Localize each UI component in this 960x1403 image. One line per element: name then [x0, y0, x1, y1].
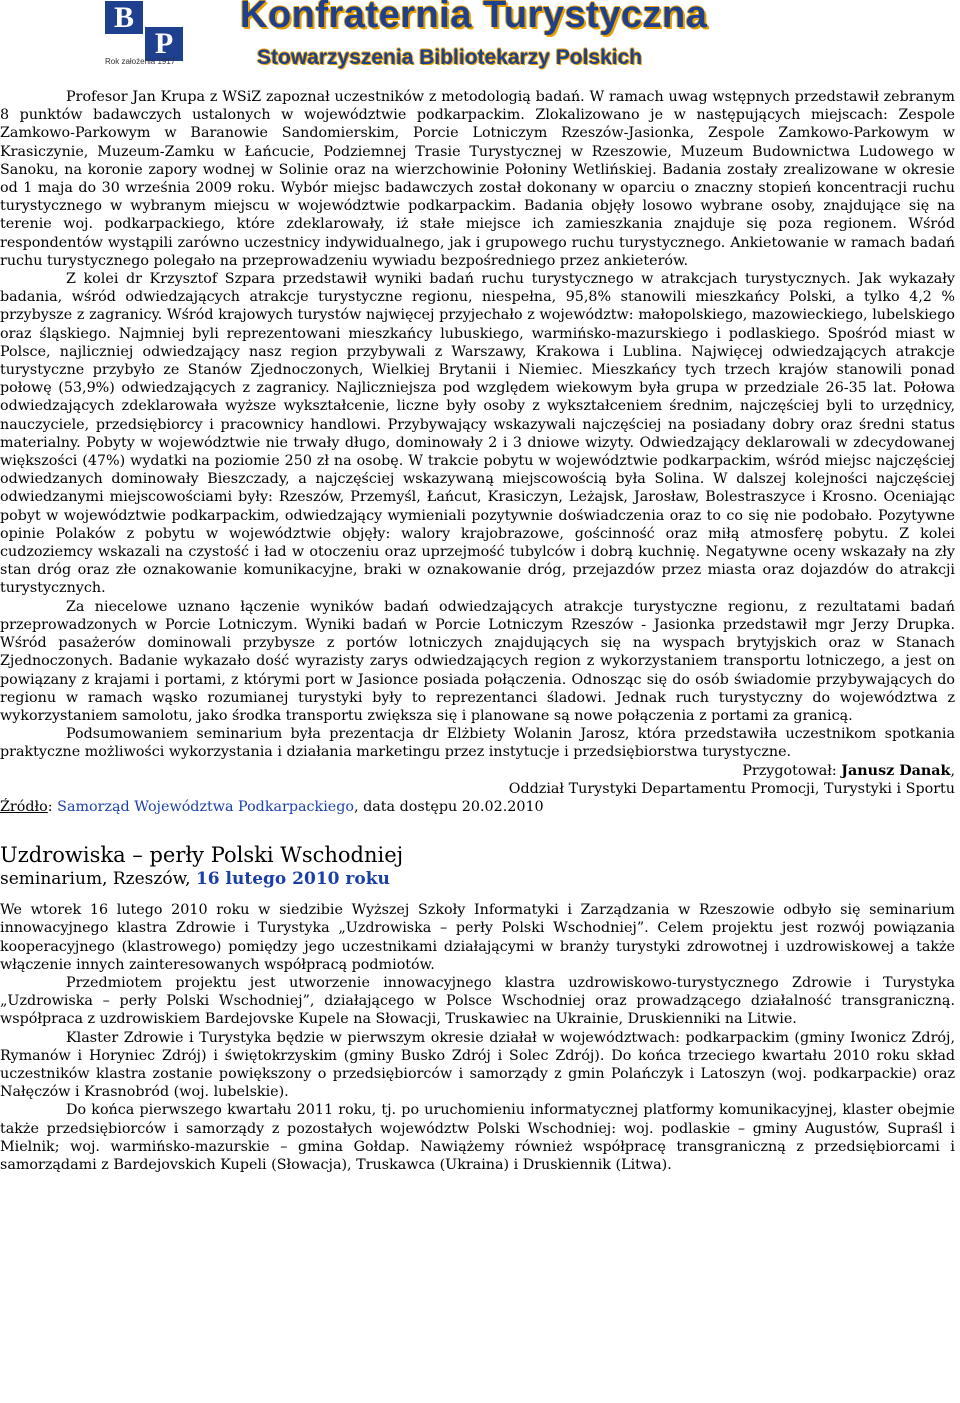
article-paragraph: We wtorek 16 lutego 2010 roku w siedzibie Wyższej Szkoły Informatyki i Zarządzania w Rzeszowie odbyło się seminarium innowacyjnego klastra Zdrowie i Turystyka „Uzdrowiska – perły Polski Wschodniej”. Celem projektu jest rozwój powiązania kooperacyjnego (klastrowego) pomiędzy jego uczestnikami działającymi w branży turystyki zdrowotnej i uzdrowiskowej a także włączenie innych zainteresowanych współpracą podmiotów.	[0, 902, 955, 973]
prepared-by-line	[0, 762, 955, 780]
source-link[interactable]: Samorząd Województwa Podkarpackiego	[57, 798, 354, 815]
prepared-label: Przygotował:	[742, 762, 842, 779]
paragraph-summary: Podsumowaniem seminarium była prezentacja dr Elżbiety Wolanin Jarosz, która przedstawiła uczestnikom spotkania praktyczne możliwości wykorzystania i działania marketingu przez instytucje i przedsiębiorstwa turystyczne.	[0, 726, 955, 761]
article-date: 16 lutego 2010 roku	[195, 869, 390, 890]
author-name: Janusz Danak	[841, 762, 951, 779]
logo-letter-b: B	[105, 1, 143, 34]
source-label: Źródło	[0, 798, 48, 815]
source-suffix: , data dostępu 20.02.2010	[354, 798, 544, 815]
bp-logo	[105, 1, 195, 67]
paragraph-methodology: Profesor Jan Krupa z WSiZ zapoznał uczestników z metodologią badań. W ramach uwag wstępnych przedstawił zebranym 8 punktów badawczych ustalonych w województwie podkarpackim. Zlokalizowano je w następujących miejscach: Zespole Zamkowo-Parkowym w Baranowie Sandomierskim, Porcie Lotniczym Rzeszów-Jasionka, Zespole Zamkowo-Parkowym w Krasiczynie, Muzeum-Zamku w Łańcucie, Podziemnej Trasie Turystycznej w Rzeszowie, Muzeum Budownictwa Ludowego w Sanoku, na koronie zapory wodnej w Solinie oraz na wierzchowinie Połoniny Wetlińskiej. Badania zostały zrealizowane w okresie od 1 maja do 30 września 2009 roku. Wybór miejsc badawczych został dokonany w oparciu o znaczny stopień koncentracji ruchu turystycznego w wybranym miejscu w województwie podkarpackim. Badania objęły losowo wybrane osoby, znajdujące się na terenie woj. podkarpackiego, które zdeklarowały, iż stałe miejsce ich zamieszkania znajduje się poza regionem. Wśród respondentów wystąpili zarówno uczestnicy indywidualnego, jak i grupowego ruchu turystycznego. Ankietowanie w ramach badań ruchu turystycznego polegało na przeprowadzeniu wywiadu bezpośredniego przez ankieterów.	[0, 89, 955, 269]
article-paragraph: Do końca pierwszego kwartału 2011 roku, tj. po uruchomieniu informatycznej platformy komunikacyjnej, klaster obejmie także przedsiębiorców i samorządy z pozostałych województw Polski Wschodniej: woj. podlaskie – gminy Augustów, Supraśl i Mielnik; woj. warmińsko-mazurskie – gmina Gołdap. Nawiążemy również współpracę transgraniczną z przedsiębiorcami i samorządami z Bardejovskich Kupeli (Słowacja), Truskawca (Ukraina) i Druskiennik (Litwa).	[0, 1102, 955, 1173]
source-line	[0, 798, 955, 816]
article-subtitle	[0, 868, 955, 890]
article-subtitle-prefix: seminarium, Rzeszów,	[0, 869, 196, 890]
paragraph-airport-results: Za niecelowe uznano łączenie wyników badań odwiedzających atrakcje turystyczne regionu, z rezultatami badań przeprowadzonych w Porcie Lotniczym. Wyniki badań w Porcie Lotniczym Rzeszów - Jasionka przedstawił mgr Jerzy Drupka. Wśród pasażerów dominowali przybysze z portów lotniczych znajdujących się na wyspach brytyjskich oraz w Stanach Zjednoczonych. Badanie wykazało dość wyrazisty zarys odwiedzających region z wykorzystaniem transportu lotniczego, a jest on powiązany z krajami i portami, z którymi port w Jasionce posiada połączenia. Odnosząc się do osób świadomie przybywających do regionu w ramach wąsko rozumianej turystyki były to reprezentanci śladowi. Jednak ruch turystyczny do województwa z wykorzystaniem samolotu, jako środka transportu zwiększa się i planowane są nowe połączenia z portami za granicą.	[0, 598, 955, 724]
article-title: Uzdrowiska – perły Polski Wschodniej	[0, 843, 404, 868]
department-line: Oddział Turystyki Departamentu Promocji, Turystyki i Sportu	[508, 780, 955, 797]
header-title: Konfraternia Turystyczna	[240, 0, 708, 36]
page-header	[0, 0, 960, 80]
logo-letter-p: P	[145, 27, 183, 61]
paragraph-research-results: Z kolei dr Krzysztof Szpara przedstawił wyniki badań ruchu turystycznego w atrakcjach turystycznych. Jak wykazały badania, wśród odwiedzających atrakcje turystyczne regionu, niespełna, 95,8% stanowili mieszkańcy Polski, a tylko 4,2 % przybysze z zagranicy. Wśród krajowych turystów najwięcej przyjechało z województw: małopolskiego, mazowieckiego, lubelskiego oraz śląskiego. Najmniej byli reprezentowani mieszkańcy lubuskiego, warmińsko-mazurskiego i podlaskiego. Spośród miast w Polsce, najliczniej odwiedzający nasz region przybywali z Warszawy, Krakowa i Lublina. Najwięcej odwiedzających atrakcje turystyczne przybyło ze Stanów Zjednoczonych, Wielkiej Brytanii i Niemiec. Mieszkańcy tych trzech krajów stanowili ponad połowę (53,9%) odwiedzających z zagranicy. Najliczniejsza pod względem wiekowym była grupa w przedziale 26-35 lat. Połowa odwiedzających zdeklarowała wyższe wykształcenie, liczne były osoby z wykształceniem średnim, najczęściej byli to urzędnicy, nauczyciele, przedsiębiorcy i pracownicy handlowi. Przybywający wskazywali najczęściej na posiadany dobry oraz średni status materialny. Pobyty w województwie nie trwały długo, dominowały 2 i 3 dniowe wizyty. Odwiedzający deklarowali w zdecydowanej większości (47%) wydatki na poziomie 250 zł na osobę. W trakcie pobytu w województwie podkarpackim, wśród miejsc najczęściej odwiedzanych dominowały Bieszczady, a najczęściej wskazywaną miejscowością była Solina. W dalszej kolejności najczęściej odwiedzanymi miejscowościami były: Rzeszów, Przemyśl, Łańcut, Krasiczyn, Leżajsk, Jarosław, Bolestraszyce i Krosno. Oceniając pobyt w województwie podkarpackim, odwiedzający wymieniali pozytywnie doświadczenia oraz to co się nie podobało. Pozytywne opinie Polaków z pobytu w województwie objęły: walory krajobrazowe, gościnność oraz miłą atmosferę pobytu. Z kolei cudzoziemcy wskazali na czystość i ład w otoczeniu oraz uprzejmość tubylców i dobrą kuchnię. Negatywne oceny wskazały na zły stan dróg oraz złe oznakowanie komunikacyjne, braki w oznakowanie dróg, przejazdów przez miasta oraz dojazdów do atrakcji turystycznych.	[0, 271, 955, 597]
article-paragraph: Klaster Zdrowie i Turystyka będzie w pierwszym okresie działał w województwach: podkarpackim (gminy Iwonicz Zdrój, Rymanów i Horyniec Zdrój) i świętokrzyskim (gminy Busko Zdrój i Solec Zdrój). Do końca trzeciego kwartału 2010 roku skład uczestników klastra zostanie powiększony o przedsiębiorców i samorządy z gmin Polańczyk i Latoszyn (woj. podkarpackie) oraz Nałęczów i Krasnobród (woj. lubelskie).	[0, 1029, 955, 1101]
article-paragraph: Przedmiotem projektu jest utworzenie innowacyjnego klastra uzdrowiskowo-turystycznego Zdrowie i Turystyka „Uzdrowiska – perły Polski Wschodniej”, działającego w Polsce Wschodniej oraz prowadzącego działalność transgraniczną. współpraca z uzdrowiskiem Bardejovske Kupele na Słowacji, Truskawiec na Ukrainie, Druskienniki na Litwie.	[0, 974, 955, 1028]
logo-founding-year: Rok założenia 1917	[105, 57, 176, 66]
source-colon: :	[47, 798, 58, 815]
header-subtitle: Stowarzyszenia Bibliotekarzy Polskich	[257, 46, 643, 69]
author-suffix: ,	[950, 762, 955, 779]
document-body	[0, 88, 955, 1174]
